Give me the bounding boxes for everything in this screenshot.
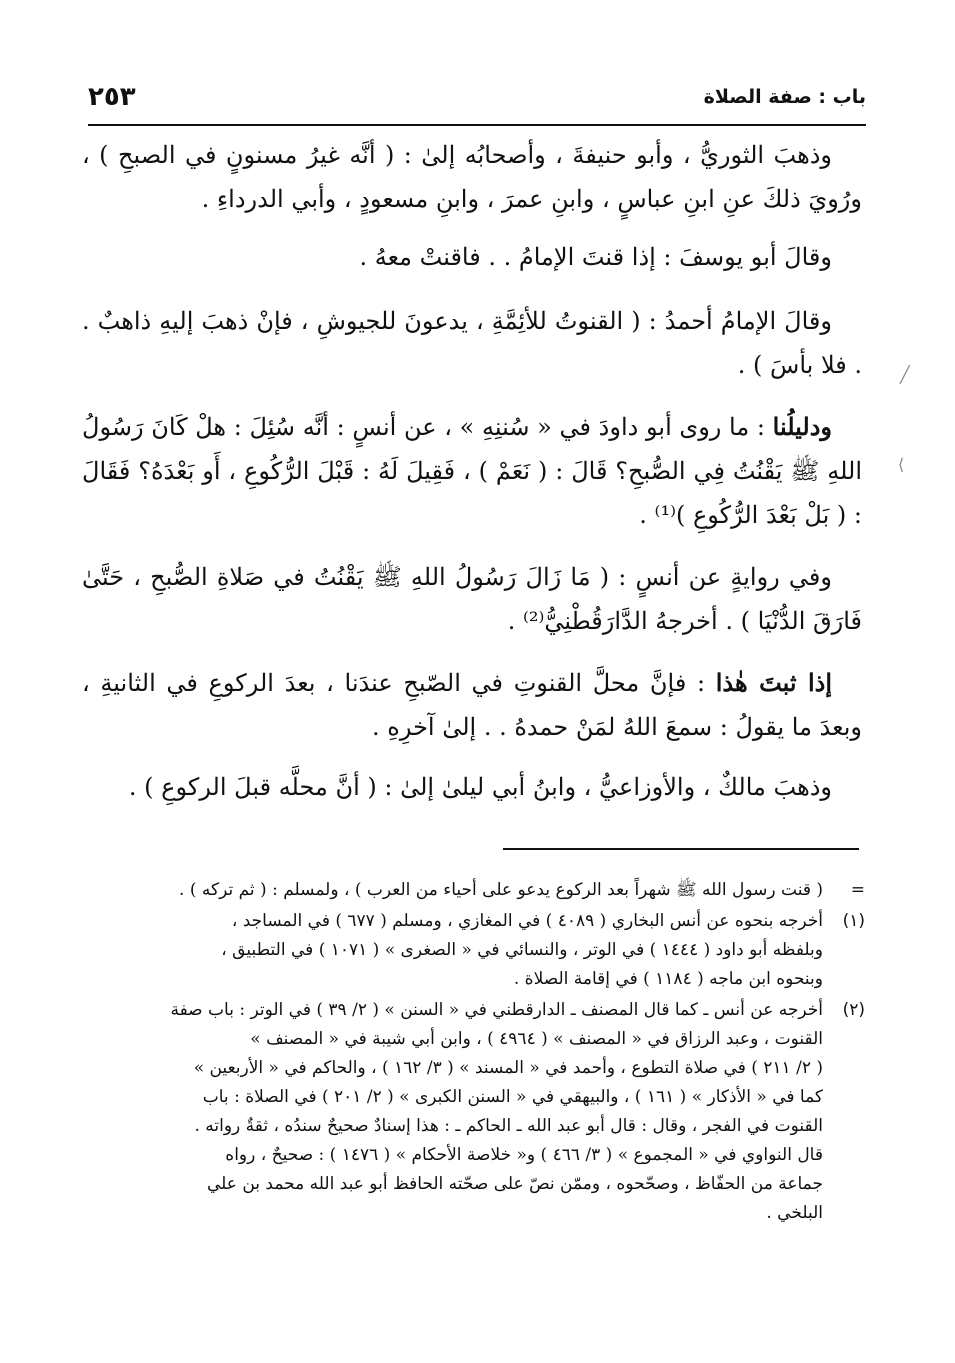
footnote-line: أخرجه عن أنس ـ كما قال المصنف ـ الدارقطني في « السنن » ( ٢/ ٣٩ ) في الوتر : باب صفة [170, 1000, 823, 1020]
footnote-1 [80, 907, 865, 994]
footnote-line: قال النواوي في « المجموع » ( ٣/ ٤٦٦ ) و« خلاصة الأحكام » ( ١٤٧٦ ) : صحيحٌ ، رواه [225, 1145, 823, 1165]
paragraph-lead: ودليلُنا [772, 412, 832, 441]
paragraph-text: : ما روى أبو داودَ في « سُننِهِ » ، عن أنسٍ : أنَّه سُئِلَ : هلْ كَانَ رَسُولُ اللهِ ﷺ يَقْنُتُ فِي الصُّبحِ؟ قَالَ : ( نَعَمْ ) ، فَقِيلَ لَهُ : قَبْلَ الرُّكُوعِ ، أَو بَعْدَهُ؟ فَقَالَ : ( بَلْ بَعْدَ الرُّكُوعِ )⁽¹⁾ . [82, 413, 862, 529]
margin-tick-mark: ╱ [900, 365, 910, 384]
footnote-body [80, 907, 823, 994]
footnote-line: كما في « الأذكار » ( ١٦١ ) ، والبيهقي في « السنن الكبرى » ( ٢/ ٢٠١ ) في الصلاة : باب [202, 1087, 823, 1107]
paragraph [82, 555, 862, 643]
footnote-line: ( قنت رسول الله ﷺ شهراً بعد الركوع يدعو على أحياء من العرب ) ، ولمسلم : ( ثم تركه ) . [179, 880, 823, 900]
footnote-line: أخرجه بنحوه عن أنس البخاري ( ٤٠٨٩ ) في المغازي ، ومسلم ( ٦٧٧ ) في المساجد ، [231, 911, 823, 931]
footnote-line: القنوت ، وعبد الرزاق في « المصنف » ( ٤٩٦٤ ) ، وابن أبي شيبة في « المصنف » [250, 1029, 823, 1049]
footnote-marker: = [850, 880, 865, 900]
paragraph [82, 299, 862, 387]
paragraph-text: وفي روايةٍ عن أنسٍ : ( مَا زَالَ رَسُولُ اللهِ ﷺ يَقْنُتُ في صَلاةِ الصُّبحِ ، حَتَّىٰ فَارَقَ الدُّنْيَا ) . أخرجهُ الدَّارَقُطْنِيُّ⁽²⁾ . [82, 563, 862, 635]
footnote-line: جماعة من الحفّاظ ، وصحّحوه ، وممّن نصّ على صحّته الحافظ أبو عبد الله محمد بن علي [207, 1174, 823, 1194]
paragraph-text: وقالَ أبو يوسفَ : إذا قنتَ الإمامُ . . فاقنتْ معهُ . [359, 243, 832, 271]
paragraph [82, 661, 862, 749]
footnote-continuation [80, 876, 865, 905]
margin-bracket-mark: ⟩ [898, 455, 905, 474]
footnotes [80, 876, 865, 1230]
footnote-line: وبنحوه ابن ماجه ( ١١٨٤ ) في إقامة الصلاة . [513, 969, 823, 989]
footnote-marker: (١) [842, 911, 865, 931]
paragraph [82, 405, 862, 537]
chapter-title: باب : صفة الصلاة [703, 86, 866, 108]
paragraph [82, 235, 862, 279]
page-number: ٢٥٣ [88, 82, 136, 112]
paragraph-text: وقالَ الإمامُ أحمدُ : ( القنوتُ للأئِمَّةِ ، يدعونَ للجيوشِ ، فإنْ ذهبَ إليهِ ذاهبٌ . . فلا بأسَ ) . [82, 307, 862, 379]
footnote-body [80, 876, 823, 905]
footnote-line: ( ٢/ ٢١١ ) في صلاة التطوع ، وأحمد في « المسند » ( ٣/ ١٦٢ ) ، والحاكم في « الأربعين » [193, 1058, 823, 1078]
main-text [82, 133, 862, 821]
footnote-body [80, 996, 823, 1228]
paragraph [82, 765, 862, 809]
footnote-line: القنوت في الفجر ، وقال : قال أبو عبد الله ـ الحاكم ـ : هذا إسنادٌ صحيحٌ سندُه ، ثقةٌ رواته . [194, 1116, 823, 1136]
header-rule [88, 124, 866, 126]
footnote-2 [80, 996, 865, 1228]
running-header [88, 80, 866, 120]
footnote-rule [503, 848, 859, 850]
paragraph-lead: إذا ثبتَ هٰذا [715, 668, 832, 697]
paragraph [82, 133, 862, 221]
footnote-marker: (٢) [842, 1000, 865, 1020]
paragraph-text: : فإنَّ محلَّ القنوتِ في الصّبحِ عندَنا ، بعدَ الركوعِ في الثانيةِ ، وبعدَ ما يقولُ : سمعَ اللهُ لمَنْ حمدهُ . . إلىٰ آخرِهِ . [82, 669, 862, 741]
footnote-line: البلخي . [766, 1203, 823, 1223]
footnote-line: وبلفظه أبو داود ( ١٤٤٤ ) في الوتر ، والنسائي في « الصغرى » ( ١٠٧١ ) في التطبيق ، [221, 940, 823, 960]
paragraph-text: وذهبَ الثوريُّ ، وأبو حنيفةَ ، وأصحابُه إلىٰ : ( أنَّه غيرُ مسنونٍ في الصبحِ ) ، ورُويَ ذلكَ عنِ ابنِ عباسٍ ، وابنِ عمرَ ، وابنِ مسعودٍ ، وأبي الدرداءِ . [82, 141, 862, 213]
paragraph-text: وذهبَ مالكٌ ، والأوزاعيُّ ، وابنُ أبي ليلىٰ إلىٰ : ( أنَّ محلَّه قبلَ الركوعِ ) . [128, 773, 832, 801]
